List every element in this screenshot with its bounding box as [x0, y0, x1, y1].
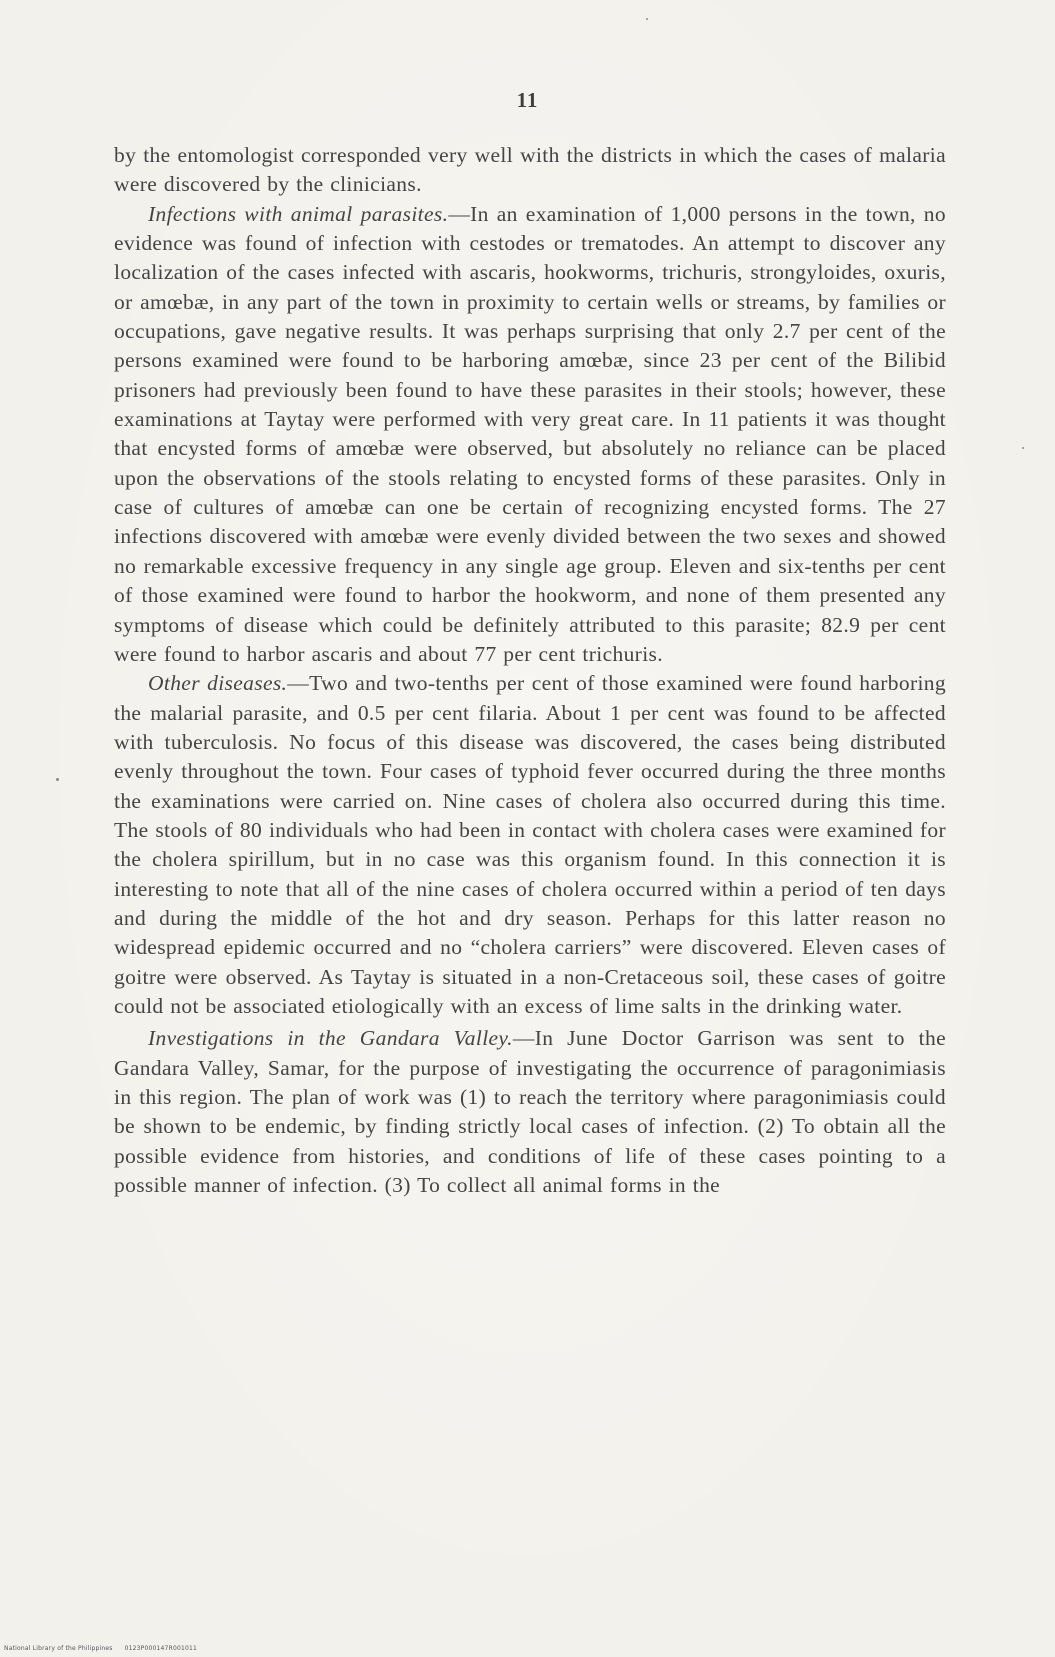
paragraph-continuation	[114, 141, 946, 200]
paragraph-text: —Two and two-tenths per cent of those examined were found harboring the malarial parasite, and 0.5 per cent filaria. About 1 per cent was found to be affected with tuberculosis. No focus of this disease was discovered, the cases being distributed evenly throughout the town. Four cases of typhoid fever occurred during the three months the examinations were carried on. Nine cases of cholera also occurred during this time. The stools of 80 individuals who had been in contact with cholera cases were examined for the cholera spirillum, but in no case was this organism found. In this connection it is interesting to note that all of the nine cases of cholera occurred within a period of ten days and during the middle of the hot and dry season. Perhaps for this latter reason no widespread epidemic occurred and no “cholera carriers” were discovered. Eleven cases of goitre were observed. As Taytay is situated in a non-Cretaceous soil, these cases of goitre could not be associated etiologically with an excess of lime salts in the drinking water.	[114, 671, 947, 1018]
scan-speck	[646, 18, 648, 20]
paragraph-animal-parasites	[114, 200, 946, 670]
paragraph-other-diseases	[114, 669, 946, 1021]
paragraph-text: —In an examination of 1,000 persons in the town, no evidence was found of infection with cestodes or trematodes. An attempt to discover any localization of the cases infected with ascaris, hookworms, trichuris, strongyloides, oxuris, or amœbæ, in any part of the town in proximity to certain wells or streams, by families or occupations, gave negative results. It was perhaps surprising that only 2.7 per cent of the persons examined were found to be harboring amœbæ, since 23 per cent of the Bilibid prisoners had previously been found to have these parasites in their stools; however, these examinations at Taytay were performed with very great care. In 11 patients it was thought that encysted forms of amœbæ were observed, but absolutely no reliance can be placed upon the observations of the stools relating to encysted forms of these parasites. Only in case of cultures of amœbæ can one be certain of recognizing encysted forms. The 27 infections discovered with amœbæ were evenly divided between the two sexes and showed no remarkable excessive frequency in any single age group. Eleven and six-tenths per cent of those examined were found to harbor the hookworm, and none of them presented any symptoms of disease which could be definitely attributed to this parasite; 82.9 per cent were found to harbor ascaris and about 77 per cent trichuris.	[114, 201, 946, 666]
footer-code: 0123P000147R001011	[124, 1645, 198, 1652]
paragraph-heading: Other diseases.	[148, 671, 288, 696]
scan-speck	[56, 778, 59, 781]
scan-footer-credit	[4, 1645, 209, 1652]
paragraph-gandara-valley	[114, 1024, 946, 1200]
body-text	[114, 141, 946, 1200]
page-number: 11	[516, 88, 539, 112]
paragraph-text: by the entomologist corresponded very well with the districts in which the cases of malaria were discovered by the clinicians.	[114, 143, 946, 197]
paragraph-heading: Infections with animal parasites.	[148, 201, 449, 226]
paragraph-heading: Investigations in the Gandara Valley.	[148, 1026, 513, 1051]
paragraph-text: —In June Doctor Garrison was sent to the Gandara Valley, Samar, for the purpose of investigating the occurrence of paragonimiasis in this region. The plan of work was (1) to reach the territory where paragonimiasis could be shown to be endemic, by finding strictly local cases of infection. (2) To obtain all the possible evidence from histories, and conditions of life of these cases pointing to a possible manner of infection. (3) To collect all animal forms in the	[114, 1026, 946, 1198]
scan-speck	[1022, 447, 1024, 449]
footer-library: National Library of the Philippines	[4, 1645, 113, 1652]
